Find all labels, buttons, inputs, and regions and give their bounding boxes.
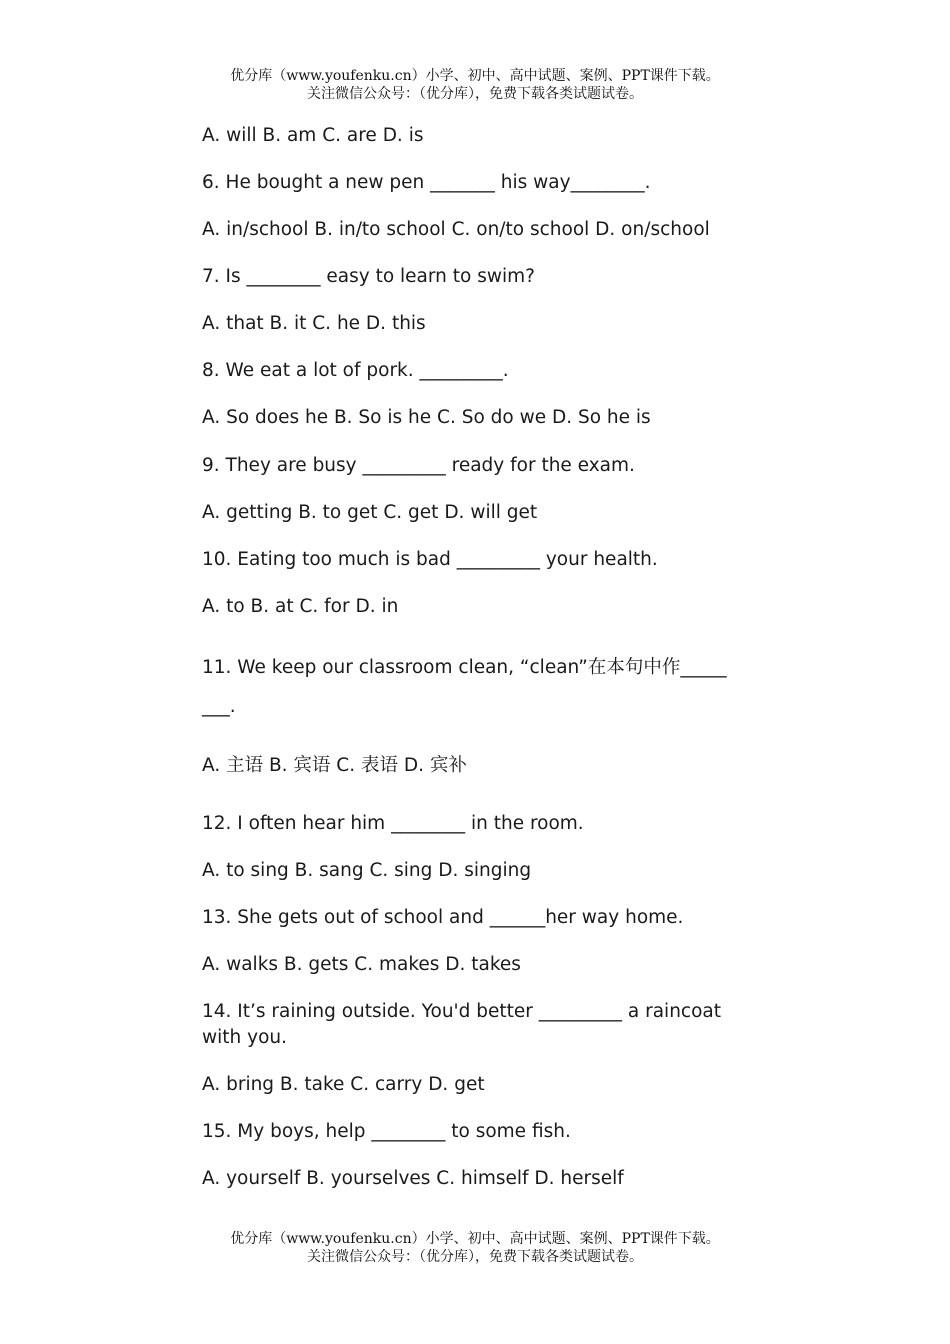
q14-question-line-2: with you. [202,1027,288,1048]
q14-question-line-1: 14. It’s raining outside. You'd better _________ a raincoat [202,1001,722,1022]
q11-question-line-1: 11. We keep our classroom clean, “clean”在本句中作_____ [202,657,727,678]
q13-question: 13. She gets out of school and ______her way home. [202,907,684,928]
q10-options: A. to B. at C. for D. in [202,596,399,617]
q6-options: A. in/school B. in/to school C. on/to school D. on/school [202,219,710,240]
q7-question: 7. Is ________ easy to learn to swim? [202,266,535,287]
q12-question: 12. I often hear him ________ in the room. [202,813,584,834]
q11-question-line-2: ___. [202,696,236,717]
q15-options: A. yourself B. yourselves C. himself D. herself [202,1168,624,1189]
q14-options: A. bring B. take C. carry D. get [202,1074,485,1095]
q9-options: A. getting B. to get C. get D. will get [202,502,538,523]
header-line-2: 关注微信公众号：（优分库），免费下载各类试题试卷。 [307,86,643,102]
q5-options: A. will B. am C. are D. is [202,125,424,146]
header-line-1: 优分库（www.youfenku.cn）小学、初中、高中试题、案例、PPT课件下载。 [230,68,720,84]
q15-question: 15. My boys, help ________ to some fish. [202,1121,571,1142]
page-header [0,67,950,103]
q11-options: A. 主语 B. 宾语 C. 表语 D. 宾补 [202,755,467,776]
q8-options: A. So does he B. So is he C. So do we D. So he is [202,407,651,428]
q8-question: 8. We eat a lot of pork. _________. [202,360,509,381]
q6-question: 6. He bought a new pen _______ his way________. [202,172,651,193]
footer-line-1: 优分库（www.youfenku.cn）小学、初中、高中试题、案例、PPT课件下载。 [230,1231,720,1247]
q12-options: A. to sing B. sang C. sing D. singing [202,860,532,881]
q10-question: 10. Eating too much is bad _________ your health. [202,549,658,570]
q7-options: A. that B. it C. he D. this [202,313,426,334]
q9-question: 9. They are busy _________ ready for the exam. [202,455,635,476]
page-footer [0,1230,950,1266]
footer-line-2: 关注微信公众号：（优分库），免费下载各类试题试卷。 [307,1249,643,1265]
q13-options: A. walks B. gets C. makes D. takes [202,954,521,975]
